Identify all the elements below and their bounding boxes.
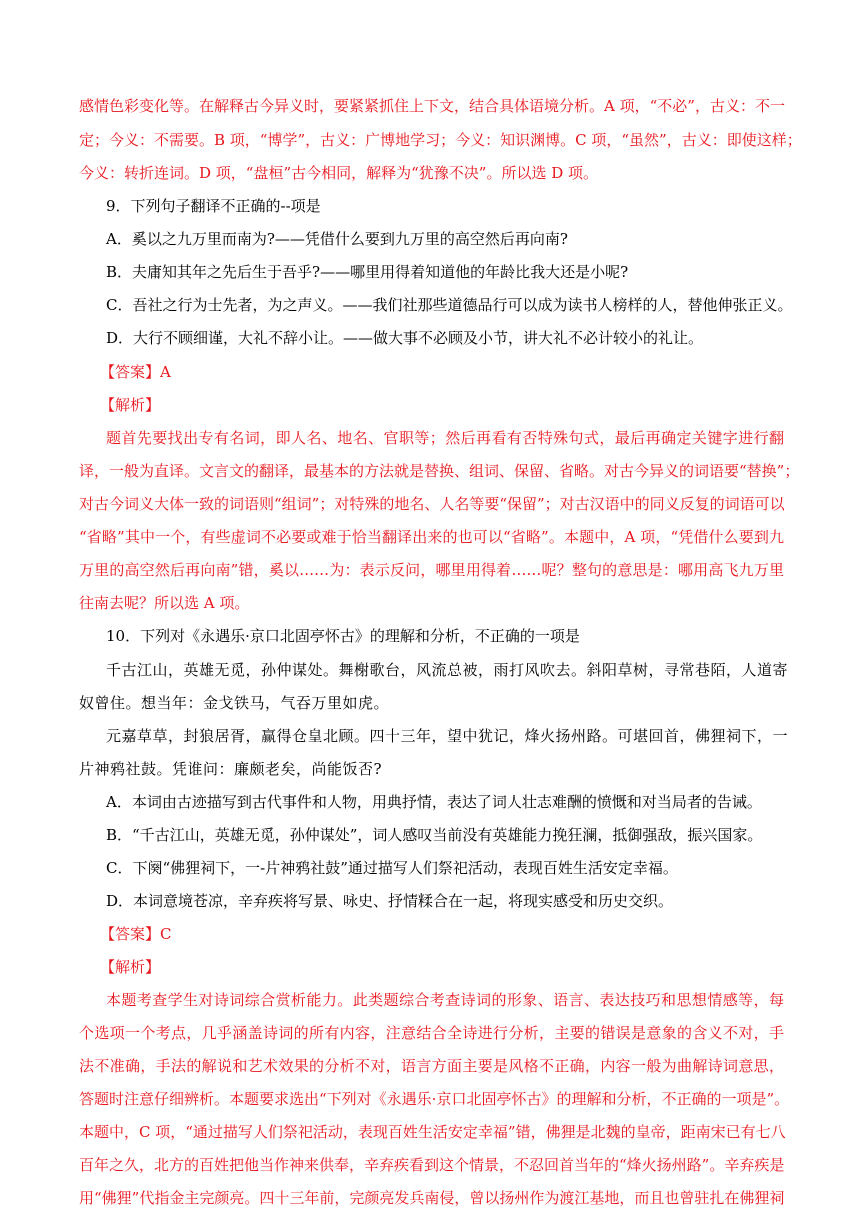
- q9-option-a: A．奚以之九万里而南为?——凭借什么要到九万里的高空然后再向南?: [106, 230, 568, 248]
- q10-poem-line-1: 千古江山，英雄无觅，孙仲谋处。舞榭歌台，风流总被，雨打风吹去。斜阳草树，寻常巷陌，人道寄: [106, 661, 789, 679]
- q10-analysis-line-3: 法不准确，手法的解说和艺术效果的分析不对，语言方面主要是风格不正确，内容一般为曲解诗词意思，: [79, 1057, 784, 1075]
- q10-option-c: C．下阕“佛狸祠下，一-片神鸦社鼓”通过描写人们祭祀活动，表现百姓生活安定幸福。: [106, 859, 678, 877]
- q10-answer: 【答案】C: [100, 925, 172, 943]
- q8-analysis-line-3: 今义：转折连词。D 项，“盘桓”古今相同，解释为“犹豫不决”。所以选 D 项。: [79, 164, 599, 182]
- q10-poem-line-3: 元嘉草草，封狼居胥，赢得仓皇北顾。四十三年，望中犹记，烽火扬州路。可堪回首，佛狸祠下，一: [106, 727, 789, 745]
- q10-option-b: B．“千古江山，英雄无觅，孙仲谋处”，词人感叹当前没有英雄能力挽狂澜，抵御强敌，振兴国家。: [106, 826, 763, 844]
- q10-analysis-line-2: 个选项一个考点，几乎涵盖诗词的所有内容，注意结合全诗进行分析，主要的错误是意象的含义不对，手: [79, 1024, 784, 1042]
- q9-analysis-line-5: 万里的高空然后再向南”错，奚以……为：表示反问，哪里用得着……呢？整句的意思是：哪用高飞九万里: [79, 561, 784, 579]
- q10-analysis-line-5: 本题中，C 项，“通过描写人们祭祀活动，表现百姓生活安定幸福”错，佛狸是北魏的皇帝，距南宋已有七八: [79, 1123, 786, 1141]
- q9-option-b: B．夫庸知其年之先后生于吾乎?——哪里用得着知道他的年龄比我大还是小呢?: [106, 263, 629, 281]
- q9-analysis-line-6: 往南去呢？所以选 A 项。: [79, 594, 250, 612]
- q10-analysis-line-6: 百年之久，北方的百姓把他当作神来供奉，辛弃疾看到这个情景，不忍回首当年的“烽火扬州路”。辛弃疾是: [79, 1156, 785, 1174]
- q9-analysis-line-3: 对古今词义大体一致的词语则“组词”；对特殊的地名、人名等要“保留”；对古汉语中的同义反复的词语可以: [79, 495, 785, 513]
- q10-poem-line-2: 奴曾住。想当年：金戈铁马，气吞万里如虎。: [79, 694, 390, 712]
- q9-answer: 【答案】A: [100, 363, 171, 381]
- q10-stem: 10．下列对《永遇乐·京口北固亭怀古》的理解和分析，不正确的一项是: [106, 627, 580, 645]
- q10-analysis-line-4: 答题时注意仔细辨析。本题要求选出“下列对《永遇乐·京口北固亭怀古》的理解和分析，不正确的一项是”。: [79, 1090, 790, 1108]
- q9-analysis-line-1: 题首先要找出专有名词，即人名、地名、官职等；然后再看有否特殊句式，最后再确定关键字进行翻: [106, 429, 784, 447]
- q10-poem-line-4: 片神鸦社鼓。凭谁问：廉颇老矣，尚能饭否?: [79, 760, 383, 778]
- q10-analysis-label: 【解析】: [100, 958, 161, 976]
- q9-stem: 9．下列句子翻译不正确的--项是: [106, 197, 321, 215]
- q9-option-d: D．大行不顾细谨，大礼不辞小让。——做大事不必顾及小节，讲大礼不必计较小的礼让。: [106, 329, 704, 347]
- q9-analysis-line-4: “省略”其中一个，有些虚词不必要或难于恰当翻译出来的也可以“省略”。本题中，A 项，“凭借什么要到九: [79, 528, 784, 546]
- q10-option-a: A．本词由古迹描写到古代事件和人物，用典抒情，表达了词人壮志难酬的愤慨和对当局者的告诫。: [106, 793, 762, 811]
- q10-option-d: D．本词意境苍凉，辛弃疾将写景、咏史、抒情糅合在一起，将现实感受和历史交织。: [106, 892, 674, 910]
- q10-analysis-line-1: 本题考查学生对诗词综合赏析能力。此类题综合考查诗词的形象、语言、表达技巧和思想情感等，每: [106, 991, 784, 1009]
- q8-analysis-line-1: 感情色彩变化等。在解释古今异义时，要紧紧抓住上下文，结合具体语境分析。A 项，“不必”，古义：不一: [79, 97, 785, 115]
- q9-analysis-label: 【解析】: [100, 396, 161, 414]
- q8-analysis-line-2: 定；今义：不需要。B 项，“博学”，古义：广博地学习；今义：知识渊博。C 项，“虽然”，古义：即使这样；: [79, 131, 802, 149]
- q9-analysis-line-2: 译，一般为直译。文言文的翻译，最基本的方法就是替换、组词、保留、省略。对古今异义的词语要“替换”；: [79, 462, 800, 480]
- q9-option-c: C．吾社之行为士先者，为之声义。——我们社那些道德品行可以成为读书人榜样的人，替他伸张正义。: [106, 296, 793, 314]
- q10-analysis-line-7: 用“佛狸”代指金主完颜亮。四十三年前，完颜亮发兵南侵，曾以扬州作为渡江基地，而且也曾驻扎在佛狸祠: [79, 1189, 785, 1207]
